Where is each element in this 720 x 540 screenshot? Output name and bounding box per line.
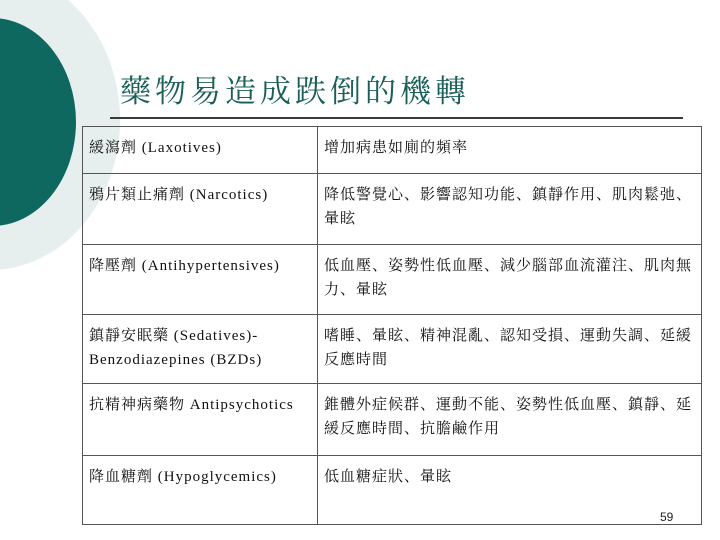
table-row [83,315,702,384]
table-row [83,456,702,525]
effect-cell: 錐體外症候群、運動不能、姿勢性低血壓、鎮靜、延緩反應時間、抗膽鹼作用 [318,384,702,456]
page-number: 59 [660,510,674,524]
drug-class-cell: 降壓劑 (Antihypertensives) [83,245,318,315]
drug-class-cell: 鴉片類止痛劑 (Narcotics) [83,174,318,245]
drug-class-cell: 鎮靜安眠藥 (Sedatives)-Benzodiazepines (BZDs) [83,315,318,384]
effect-cell: 嗜睡、暈眩、精神混亂、認知受損、運動失調、延緩反應時間 [318,315,702,384]
drug-fall-mechanism-table [82,126,702,525]
drug-class-cell: 降血糖劑 (Hypoglycemics) [83,456,318,525]
effect-cell: 低血壓、姿勢性低血壓、減少腦部血流灌注、肌肉無力、暈眩 [318,245,702,315]
drug-class-cell: 緩瀉劑 (Laxotives) [83,127,318,174]
drug-class-cell: 抗精神病藥物 Antipsychotics [83,384,318,456]
effect-cell: 低血糖症狀、暈眩 [318,456,702,525]
table-row [83,127,702,174]
slide-title: 藥物易造成跌倒的機轉 [120,74,470,110]
effect-cell: 增加病患如廁的頻率 [318,127,702,174]
table-row [83,174,702,245]
title-divider [110,117,683,119]
effect-cell: 降低警覺心、影響認知功能、鎮靜作用、肌肉鬆弛、暈眩 [318,174,702,245]
table-row [83,245,702,315]
table-row [83,384,702,456]
